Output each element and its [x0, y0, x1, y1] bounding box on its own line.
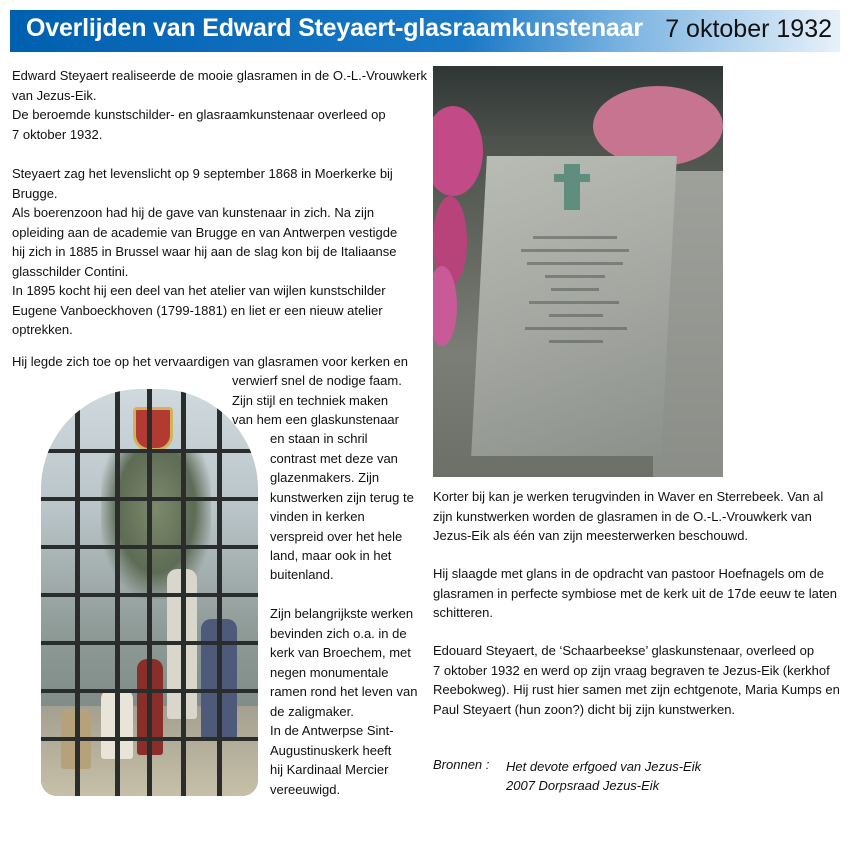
- career-intro-line: [12, 352, 408, 372]
- intro-paragraph: [12, 66, 427, 144]
- flowers: [593, 86, 723, 166]
- text-line: ramen rond het leven van: [270, 684, 418, 699]
- sources-list: [506, 757, 701, 795]
- text-line: 7 oktober 1932 en werd op zijn vraag begraven te Jezus-Eik (kerkhof: [433, 662, 830, 678]
- text-line: Steyaert zag het levenslicht op 9 september 1868 in Moerkerke bij: [12, 166, 393, 181]
- text-line: Edward Steyaert realiseerde de mooie glasramen in de O.-L.-Vrouwkerk: [12, 68, 427, 83]
- page-title: Overlijden van Edward Steyaert-glasraamkunstenaar: [26, 14, 643, 42]
- text-line: Zijn stijl en techniek maken: [232, 393, 389, 408]
- text-line: glasschilder Contini.: [12, 263, 129, 279]
- text-line: Jezus-Eik als één van zijn meesterwerken beschouwd.: [433, 528, 749, 543]
- text-line: hij zich in 1885 in Brussel waar hij aan de slag kon bij de Italiaanse: [12, 244, 397, 259]
- page-date: 7 oktober 1932: [665, 15, 832, 43]
- crucifix: [564, 164, 580, 210]
- text-line: optrekken.: [12, 322, 73, 337]
- text-line: vereeuwigd.: [270, 781, 341, 797]
- text-line: van Jezus-Eik.: [12, 87, 97, 103]
- text-line: zijn kunstwerken worden de glasramen in de O.-L.-Vrouwkerk van: [433, 508, 812, 524]
- header-banner: [10, 10, 840, 52]
- text-line: contrast met deze van: [270, 451, 398, 466]
- text-line: Brugge.: [12, 185, 58, 201]
- right-paragraph-1: [433, 487, 823, 546]
- text-line: buitenland.: [270, 567, 334, 582]
- source-item: 2007 Dorpsraad Jezus-Eik: [506, 778, 660, 793]
- source-item: Het devote erfgoed van Jezus-Eik: [506, 759, 702, 774]
- text-line: glazenmakers. Zijn: [270, 470, 380, 485]
- right-paragraph-2: [433, 564, 837, 623]
- text-line: vinden in kerken: [270, 509, 365, 524]
- text-line: verspreid over het hele: [270, 529, 403, 544]
- text-line: Eugene Vanboeckhoven (1799-1881) en liet er een nieuw atelier: [12, 302, 383, 318]
- text-line: de zaligmaker.: [270, 703, 354, 719]
- text-line: en staan in schril: [270, 431, 368, 446]
- text-line: kerk van Broechem, met: [270, 645, 411, 660]
- text-line: glasramen in perfecte symbiose met de kerk uit de 17de eeuw te laten: [433, 585, 837, 601]
- text-line: 7 oktober 1932.: [12, 126, 103, 142]
- sources-label: Bronnen :: [433, 757, 490, 772]
- text-line: bevinden zich o.a. in de: [270, 625, 407, 641]
- text-line: schitteren.: [433, 605, 493, 620]
- engraved-inscription: [515, 226, 635, 343]
- text-line: verwierf snel de nodige faam.: [232, 373, 402, 388]
- works-paragraph: [270, 604, 417, 799]
- text-line: Reebokweg). Hij rust hier samen met zijn echtgenote, Maria Kumps en: [433, 682, 840, 697]
- text-line: van hem een glaskunstenaar: [232, 412, 399, 427]
- right-paragraph-3: [433, 641, 840, 719]
- text-line: Als boerenzoon had hij de gave van kunstenaar in zich. Na zijn: [12, 205, 375, 220]
- text-line: opleiding aan de academie van Brugge en van Antwerpen vestigde: [12, 224, 398, 240]
- text-line: Zijn belangrijkste werken: [270, 606, 414, 621]
- text-line: kunstwerken zijn terug te: [270, 490, 414, 505]
- text-line: negen monumentale: [270, 664, 389, 680]
- text-line: land, maar ook in het: [270, 548, 392, 563]
- stained-glass-window-image: [41, 389, 258, 796]
- text-line: Edouard Steyaert, de ‘Schaarbeekse’ glaskunstenaar, overleed op: [433, 643, 815, 658]
- text-line: hij Kardinaal Mercier: [270, 762, 389, 777]
- text-line: Hij legde zich toe op het vervaardigen van glasramen voor kerken en: [12, 354, 409, 369]
- grave-photo: [433, 66, 723, 477]
- window-crest: [133, 407, 173, 451]
- crucifix-bar: [554, 174, 590, 182]
- text-line: Paul Steyaert (hun zoon?) dicht bij zijn kunstwerken.: [433, 701, 736, 717]
- text-line: In de Antwerpse Sint-: [270, 723, 394, 738]
- biography-paragraph: [12, 164, 397, 340]
- text-line: Korter bij kan je werken terugvinden in Waver en Sterrebeek. Van al: [433, 489, 824, 504]
- text-line: De beroemde kunstschilder- en glasraamkunstenaar overleed op: [12, 107, 386, 122]
- text-line: In 1895 kocht hij een deel van het atelier van wijlen kunstschilder: [12, 283, 386, 298]
- text-line: Hij slaagde met glans in de opdracht van pastoor Hoefnagels om de: [433, 566, 824, 581]
- text-line: Augustinuskerk heeft: [270, 742, 392, 758]
